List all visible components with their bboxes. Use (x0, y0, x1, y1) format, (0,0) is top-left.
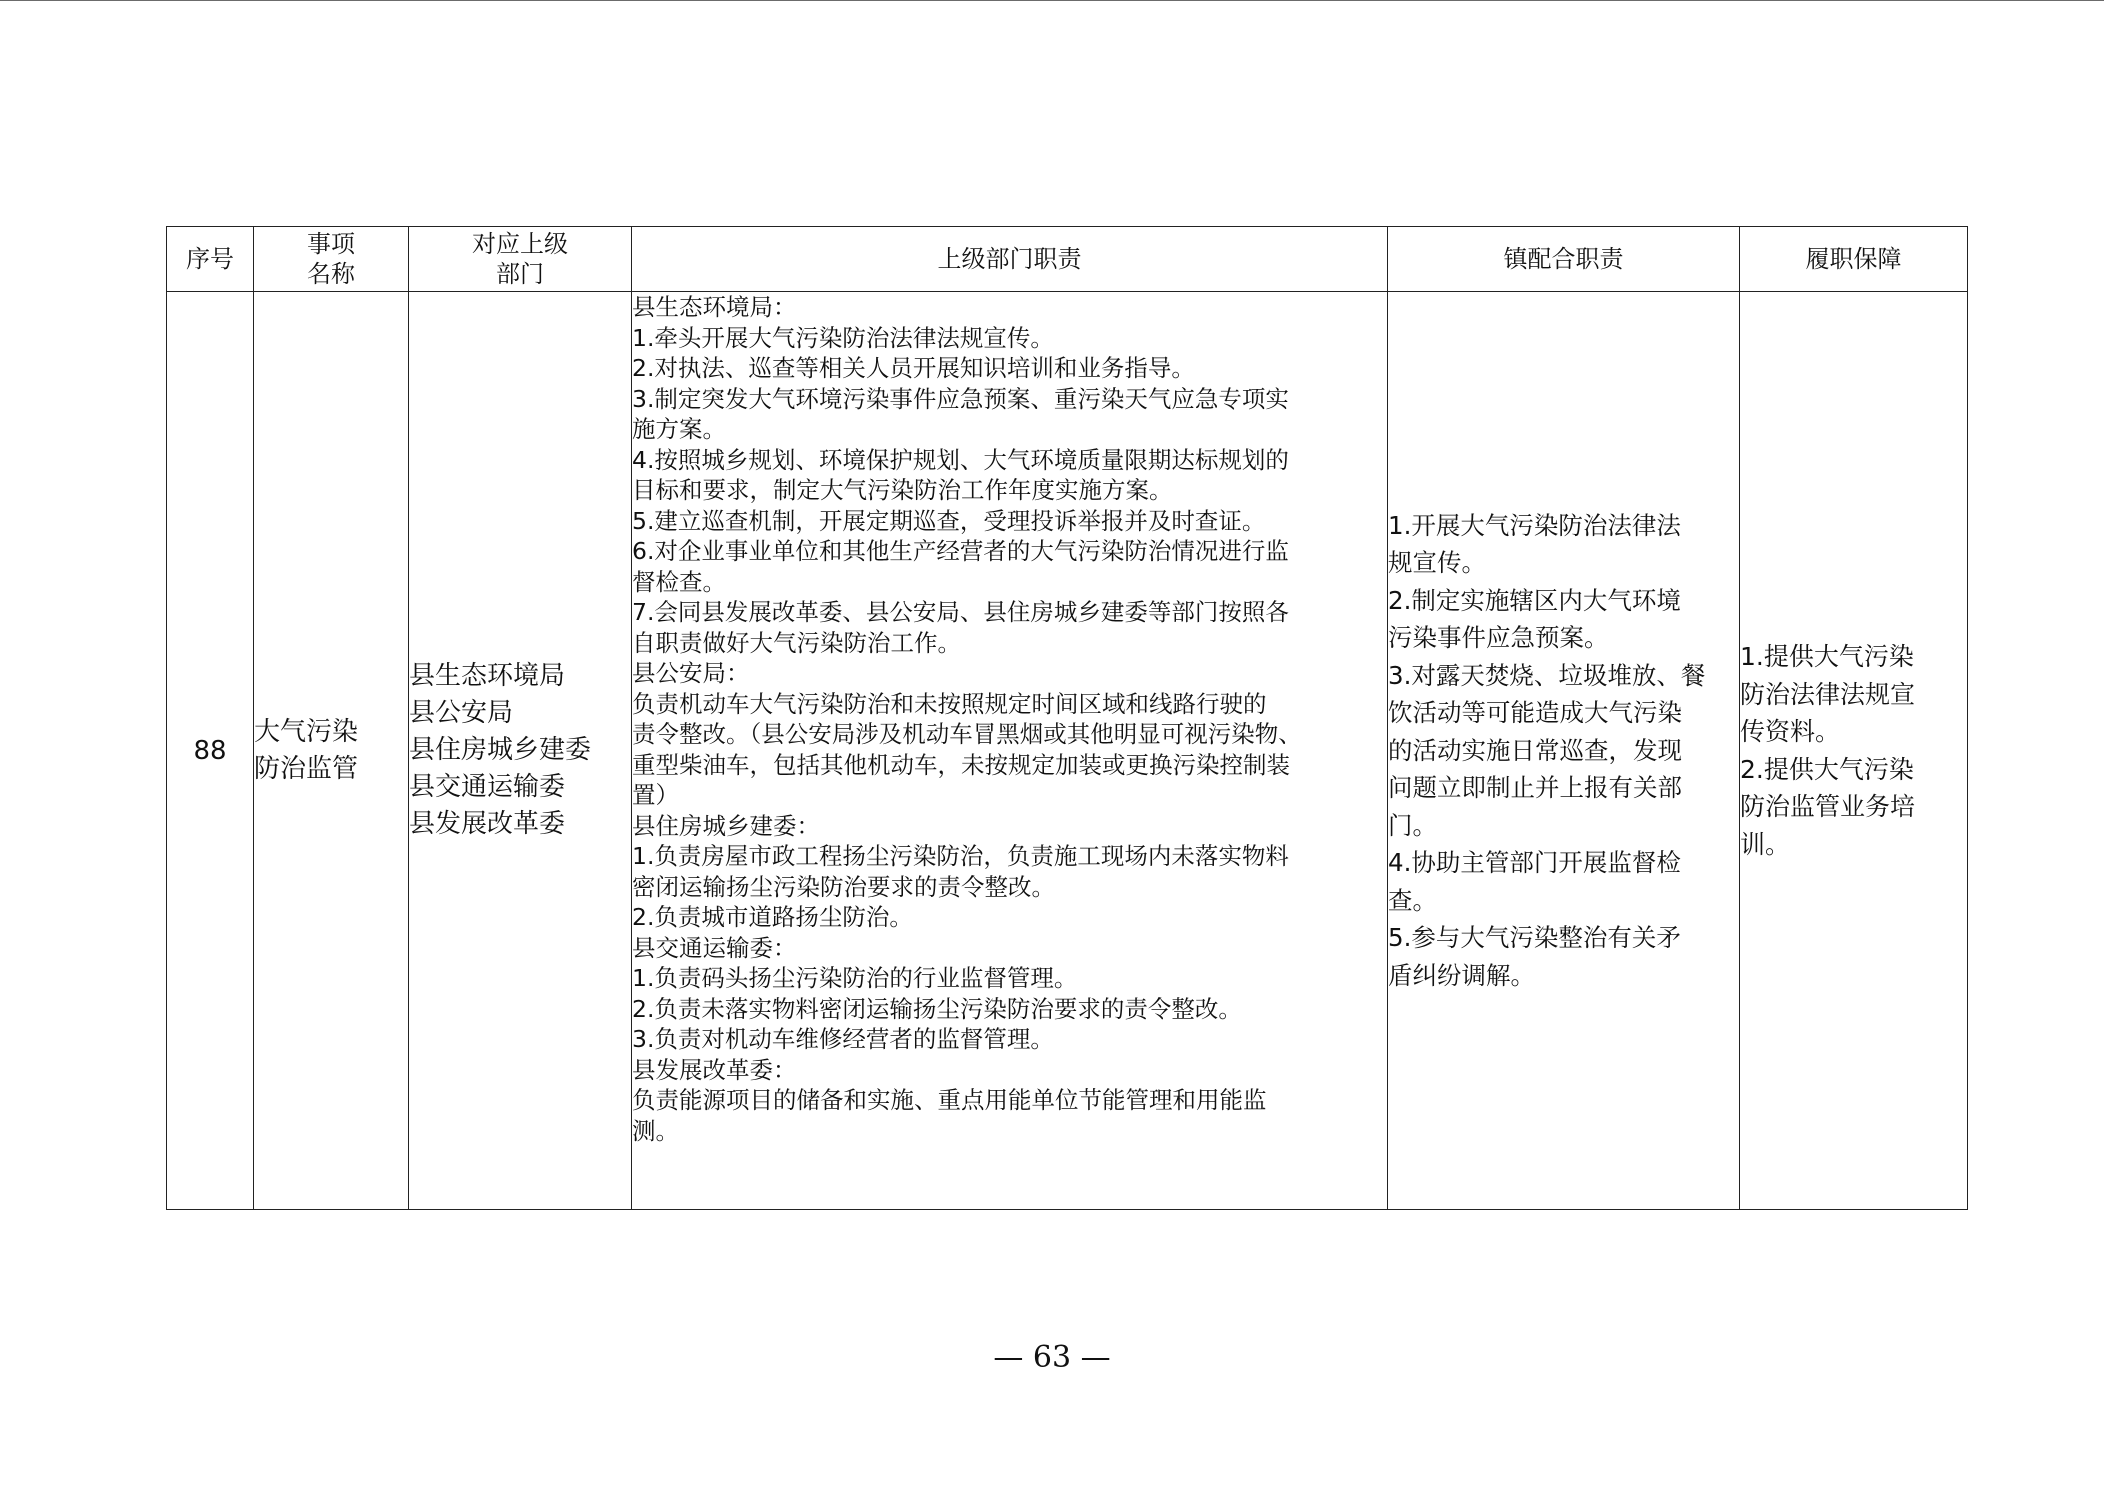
text-line: 自职责做好大气污染防治工作。 (632, 628, 961, 657)
text-line: 县交通运输委 (409, 772, 566, 802)
top-border-line (0, 0, 2104, 1)
text-line: 4.按照城乡规划、环境保护规划、大气环境质量限期达标规划的 (632, 445, 1289, 474)
text-line: 防治监管业务培 (1740, 792, 1916, 821)
text-line: 县住房城乡建委： (632, 811, 820, 840)
text-line: 县住房城乡建委 (409, 735, 592, 765)
text-line: 4.协助主管部门开展监督检 (1388, 848, 1681, 878)
text-line: 查。 (1388, 885, 1437, 915)
text-line: 履职保障 (1805, 245, 1902, 273)
text-line: 县公安局 (409, 698, 514, 728)
text-line: 1.牵头开展大气污染防治法律法规宣传。 (632, 323, 1054, 352)
text-line: 1.负责码头扬尘污染防治的行业监督管理。 (632, 964, 1078, 992)
row-number: 88 (167, 292, 254, 1210)
table-row (167, 292, 1968, 1210)
text-line: 7.会同县发展改革委、县公安局、县住房城乡建委等部门按照各 (632, 598, 1289, 626)
text-line: 传资料。 (1740, 717, 1841, 746)
text-line: 负责机动车大气污染防治和未按照规定时间区域和线路行驶的 (632, 689, 1267, 718)
text-line: 2.提供大气污染 (1740, 754, 1914, 784)
text-line: 3.对露天焚烧、垃圾堆放、餐 (1388, 660, 1706, 690)
text-line: 负责能源项目的储备和实施、重点用能单位节能管理和用能监 (632, 1086, 1267, 1114)
text-line: 重型柴油车，包括其他机动车，未按规定加装或更换污染控制装 (632, 750, 1290, 779)
superior-duties-text (632, 292, 1388, 1210)
text-line: 督检查。 (632, 567, 726, 596)
header-serial-number (167, 227, 254, 292)
text-line: 规宣传。 (1388, 548, 1486, 578)
text-line: 1.开展大气污染防治法律法 (1388, 510, 1681, 540)
text-line: 防治法律法规宣 (1740, 679, 1916, 709)
text-line: 县公安局： (632, 659, 750, 687)
text-line: 县发展改革委 (409, 809, 566, 839)
text-line: 大气污染 (254, 716, 359, 747)
text-line: 盾纠纷调解。 (1388, 960, 1535, 990)
text-line: 密闭运输扬尘污染防治要求的责令整改。 (632, 872, 1055, 901)
text-line: 2.负责未落实物料密闭运输扬尘污染防治要求的责令整改。 (632, 994, 1242, 1023)
text-line: 3.负责对机动车维修经营者的监督管理。 (632, 1025, 1054, 1053)
text-line: 上级部门职责 (937, 245, 1082, 273)
text-line: 6.对企业事业单位和其他生产经营者的大气污染防治情况进行监 (632, 537, 1289, 565)
text-line: 县发展改革委： (632, 1055, 797, 1084)
text-line: 县生态环境局 (409, 661, 566, 691)
item-name (254, 292, 409, 1210)
text-line: 县交通运输委： (632, 933, 797, 962)
text-line: 置） (632, 781, 679, 809)
header-item-name (254, 227, 409, 292)
duty-table (166, 226, 1968, 1210)
text-line: 训。 (1740, 829, 1791, 859)
header-town-duties (1388, 227, 1740, 292)
text-line: 名称 (307, 260, 355, 288)
text-line: 对应上级 (472, 230, 568, 258)
table-header-row (167, 227, 1968, 292)
page-number: — 63 — (993, 1340, 1111, 1375)
text-line: 3.制定突发大气环境污染事件应急预案、重污染天气应急专项实 (632, 384, 1289, 413)
text-line: 防治监管 (254, 753, 359, 784)
text-line: 的活动实施日常巡查，发现 (1388, 735, 1682, 765)
town-duties-text (1388, 292, 1740, 1210)
header-guarantee (1740, 227, 1968, 292)
text-line: 施方案。 (632, 415, 726, 443)
text-line: 1.提供大气污染 (1740, 642, 1914, 671)
text-line: 1.负责房屋市政工程扬尘污染防治，负责施工现场内未落实物料 (632, 842, 1289, 870)
text-line: 污染事件应急预案。 (1388, 623, 1609, 653)
text-line: 2.对执法、巡查等相关人员开展知识培训和业务指导。 (632, 354, 1195, 382)
text-line: 县生态环境局： (632, 293, 797, 321)
text-line: 测。 (632, 1116, 679, 1145)
text-line: 部门 (496, 260, 544, 288)
text-line: 门。 (1388, 810, 1437, 840)
departments-list (409, 292, 632, 1210)
text-line: 事项 (307, 230, 355, 258)
header-superior-department (409, 227, 632, 292)
text-line: 5.参与大气污染整治有关矛 (1388, 923, 1681, 953)
text-line: 问题立即制止并上报有关部 (1388, 773, 1682, 803)
text-line: 序号 (186, 245, 234, 273)
text-line: 镇配合职责 (1503, 245, 1624, 273)
text-line: 2.负责城市道路扬尘防治。 (632, 903, 913, 931)
text-line: 饮活动等可能造成大气污染 (1388, 698, 1682, 728)
guarantee-text (1740, 292, 1968, 1210)
text-line: 5.建立巡查机制，开展定期巡查，受理投诉举报并及时查证。 (632, 506, 1266, 535)
header-superior-duties (632, 227, 1388, 292)
text-line: 2.制定实施辖区内大气环境 (1388, 585, 1681, 615)
text-line: 责令整改。（县公安局涉及机动车冒黑烟或其他明显可视污染物、 (632, 720, 1302, 748)
text-line: 目标和要求，制定大气污染防治工作年度实施方案。 (632, 476, 1173, 504)
